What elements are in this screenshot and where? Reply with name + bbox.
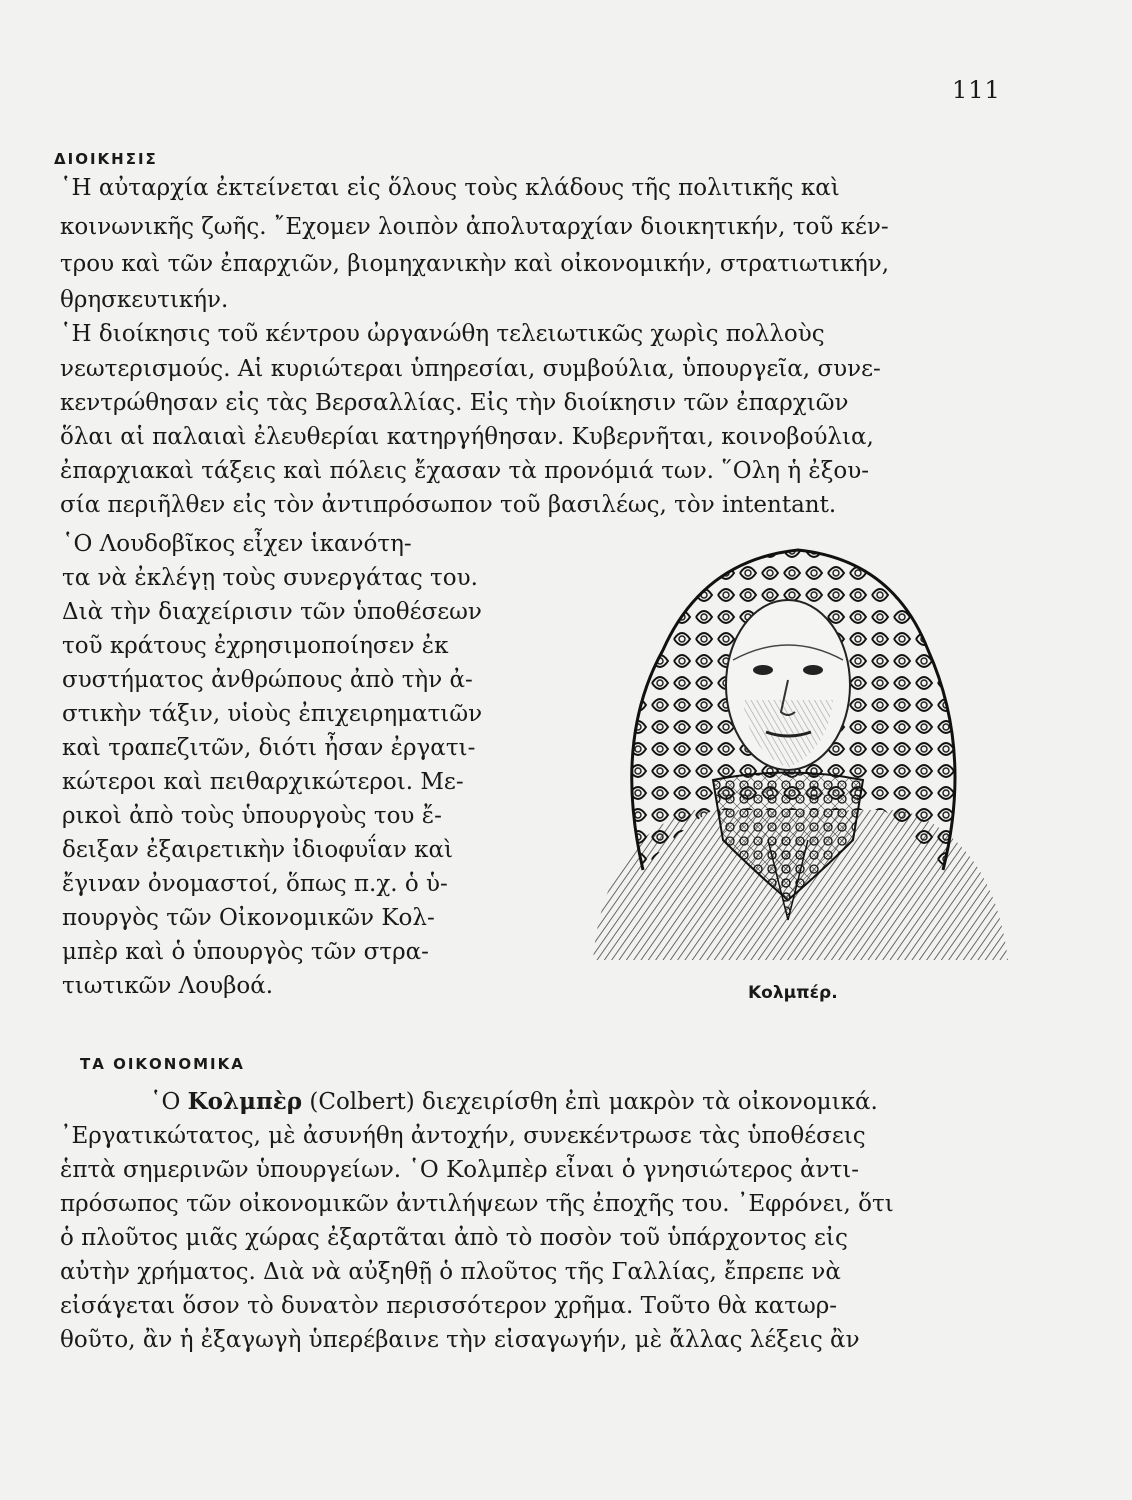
text-line: νεωτερισμούς. Αἱ κυριώτεραι ὑπηρεσίαι, συμβούλια, ὑπουργεῖα, συνε- [60,356,881,382]
column-text-line: τοῦ κράτους ἐχρησιμοποίησεν ἐκ [62,633,449,659]
column-text-line: ρικοὶ ἀπὸ τοὺς ὑπουργοὺς του ἔ- [62,803,442,829]
section-heading-administration: ΔΙΟΙΚΗΣΙΣ [54,150,158,168]
column-text-line: ἔγιναν ὀνομαστοί, ὅπως π.χ. ὁ ὑ- [62,871,448,897]
text-line: σία περιῆλθεν εἰς τὸν ἀντιπρόσωπον τοῦ βασιλέως, τὸν intentant. [60,492,837,518]
text-line: ὁ πλοῦτος μιᾶς χώρας ἐξαρτᾶται ἀπὸ τὸ ποσὸν τοῦ ὑπάρχοντος εἰς [60,1225,848,1251]
text-line: ἑπτὰ σημερινῶν ὑπουργείων. ῾Ο Κολμπὲρ εἶναι ὁ γνησιώτερος ἀντι- [60,1157,860,1183]
column-text-line: μπὲρ καὶ ὁ ὑπουργὸς τῶν στρα- [62,939,429,965]
section-heading-economics: ΤΑ ΟΙΚΟΝΟΜΙΚΑ [80,1055,245,1073]
text-line: αὐτὴν χρήματος. Διὰ νὰ αὐξηθῇ ὁ πλοῦτος τῆς Γαλλίας, ἔπρεπε νὰ [60,1259,841,1285]
text-line: θοῦτο, ἂν ἡ ἐξαγωγὴ ὑπερέβαινε τὴν εἰσαγωγήν, μὲ ἄλλας λέξεις ἂν [60,1327,860,1353]
column-text-line: τιωτικῶν Λουβοά. [62,973,274,999]
column-text-line: δειξαν ἐξαιρετικὴν ἰδιοφυΐαν καὶ [62,837,454,863]
text-line: ὅλαι αἱ παλαιαὶ ἐλευθερίαι κατηργήθησαν. Κυβερνῆται, κοινοβούλια, [60,424,874,450]
text-line: τρου καὶ τῶν ἐπαρχιῶν, βιομηχανικὴν καὶ οἰκονομικήν, στρατιωτικήν, [60,251,890,277]
column-text-line: στικὴν τάξιν, υἱοὺς ἐπιχειρηματιῶν [62,701,483,727]
colbert-portrait [583,540,1013,960]
page-number: 111 [952,76,1001,104]
text-line: κοινωνικῆς ζωῆς. ῎Εχομεν λοιπὸν ἀπολυταρχίαν διοικητικήν, τοῦ κέν- [60,214,889,240]
column-text-line: τα νὰ ἐκλέγῃ τοὺς συνεργάτας του. [62,565,478,591]
text-line: κεντρώθησαν εἰς τὰς Βερσαλλίας. Εἰς τὴν διοίκησιν τῶν ἐπαρχιῶν [60,390,849,416]
column-text-line: καὶ τραπεζιτῶν, διότι ἦσαν ἐργατι- [62,735,476,761]
text-line [150,1086,1080,1118]
column-text-line: ῾Ο Λουδοβῖκος εἶχεν ἱκανότη- [62,531,412,557]
text-line: εἰσάγεται ὅσον τὸ δυνατὸν περισσότερον χρῆμα. Τοῦτο θὰ κατωρ- [60,1293,838,1319]
column-text-line: πουργὸς τῶν Οἰκονομικῶν Κολ- [62,905,435,931]
text-fragment: (Colbert) διεχειρίσθη ἐπὶ μακρὸν τὰ οἰκονομικά. [302,1089,878,1115]
column-text-line: κώτεροι καὶ πειθαρχικώτεροι. Με- [62,769,464,795]
text-line: ῾Η αὐταρχία ἐκτείνεται εἰς ὅλους τοὺς κλάδους τῆς πολιτικῆς καὶ [60,175,840,201]
name-colbert: Κολμπὲρ [187,1088,303,1115]
text-line: ἐπαρχιακαὶ τάξεις καὶ πόλεις ἔχασαν τὰ προνόμιά των. ῞Ολη ἡ ἐξου- [60,458,870,484]
column-text-line: συστήματος ἀνθρώπους ἀπὸ τὴν ἀ- [62,667,473,693]
text-line: πρόσωπος τῶν οἰκονομικῶν ἀντιλήψεων τῆς ἐποχῆς του. ᾿Εφρόνει, ὅτι [60,1191,894,1217]
portrait-caption: Κολμπέρ. [748,983,838,1003]
column-text-line: Διὰ τὴν διαχείρισιν τῶν ὑποθέσεων [62,599,482,625]
text-fragment: ῾Ο [150,1089,188,1115]
text-line: θρησκευτικήν. [60,287,229,313]
text-line: ᾿Εργατικώτατος, μὲ ἀσυνήθη ἀντοχήν, συνεκέντρωσε τὰς ὑποθέσεις [60,1123,866,1149]
text-line: ῾Η διοίκησις τοῦ κέντρου ὠργανώθη τελειωτικῶς χωρὶς πολλοὺς [60,321,825,347]
